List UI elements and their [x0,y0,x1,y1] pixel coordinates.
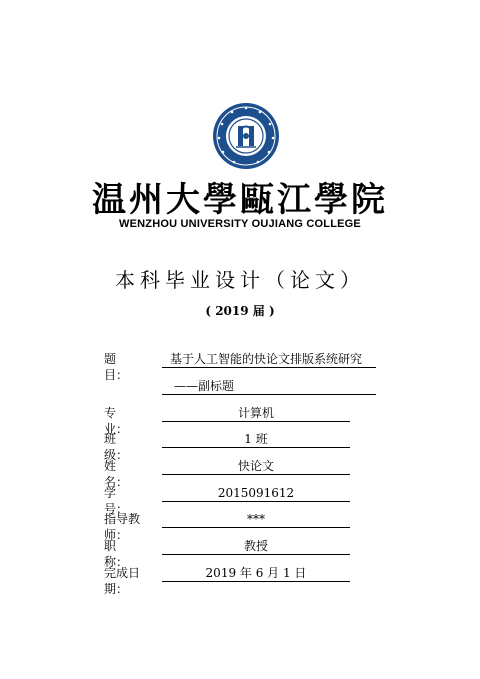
field-label-student-id: 学 号： [104,486,141,516]
field-label-major: 专 业： [104,406,141,436]
graduation-year: ( 2019 届 ) [205,304,275,318]
university-name-cn: 温州大學甌江學院 [92,180,388,220]
field-value-name: 快论文 [162,458,350,475]
university-name-en: WENZHOU UNIVERSITY OUJIANG COLLEGE [119,218,361,230]
field-value-subtitle: ——副标题 [162,378,376,395]
field-value-class: 1 班 [162,431,350,448]
field-label-class: 班 级： [104,432,141,462]
field-value-completion-date: 2019 年 6 月 1 日 [162,565,350,582]
field-value-student-id: 2015091612 [162,485,350,502]
field-label-advisor: 指导教师： [104,512,141,542]
field-value-major: 计算机 [162,405,350,422]
field-label-completion-date: 完成日期： [104,566,141,596]
field-value-title: 基于人工智能的快论文排版系统研究 [162,351,376,368]
field-label-name: 姓 名： [104,459,141,489]
field-value-advisor: *** [162,511,350,528]
field-value-title-rank: 教授 [162,538,350,555]
field-label-title: 题 目： [104,352,141,382]
document-title: 本科毕业设计（论文） [115,268,365,292]
university-seal-logo [212,102,280,170]
field-label-title-rank: 职 称： [104,539,141,569]
